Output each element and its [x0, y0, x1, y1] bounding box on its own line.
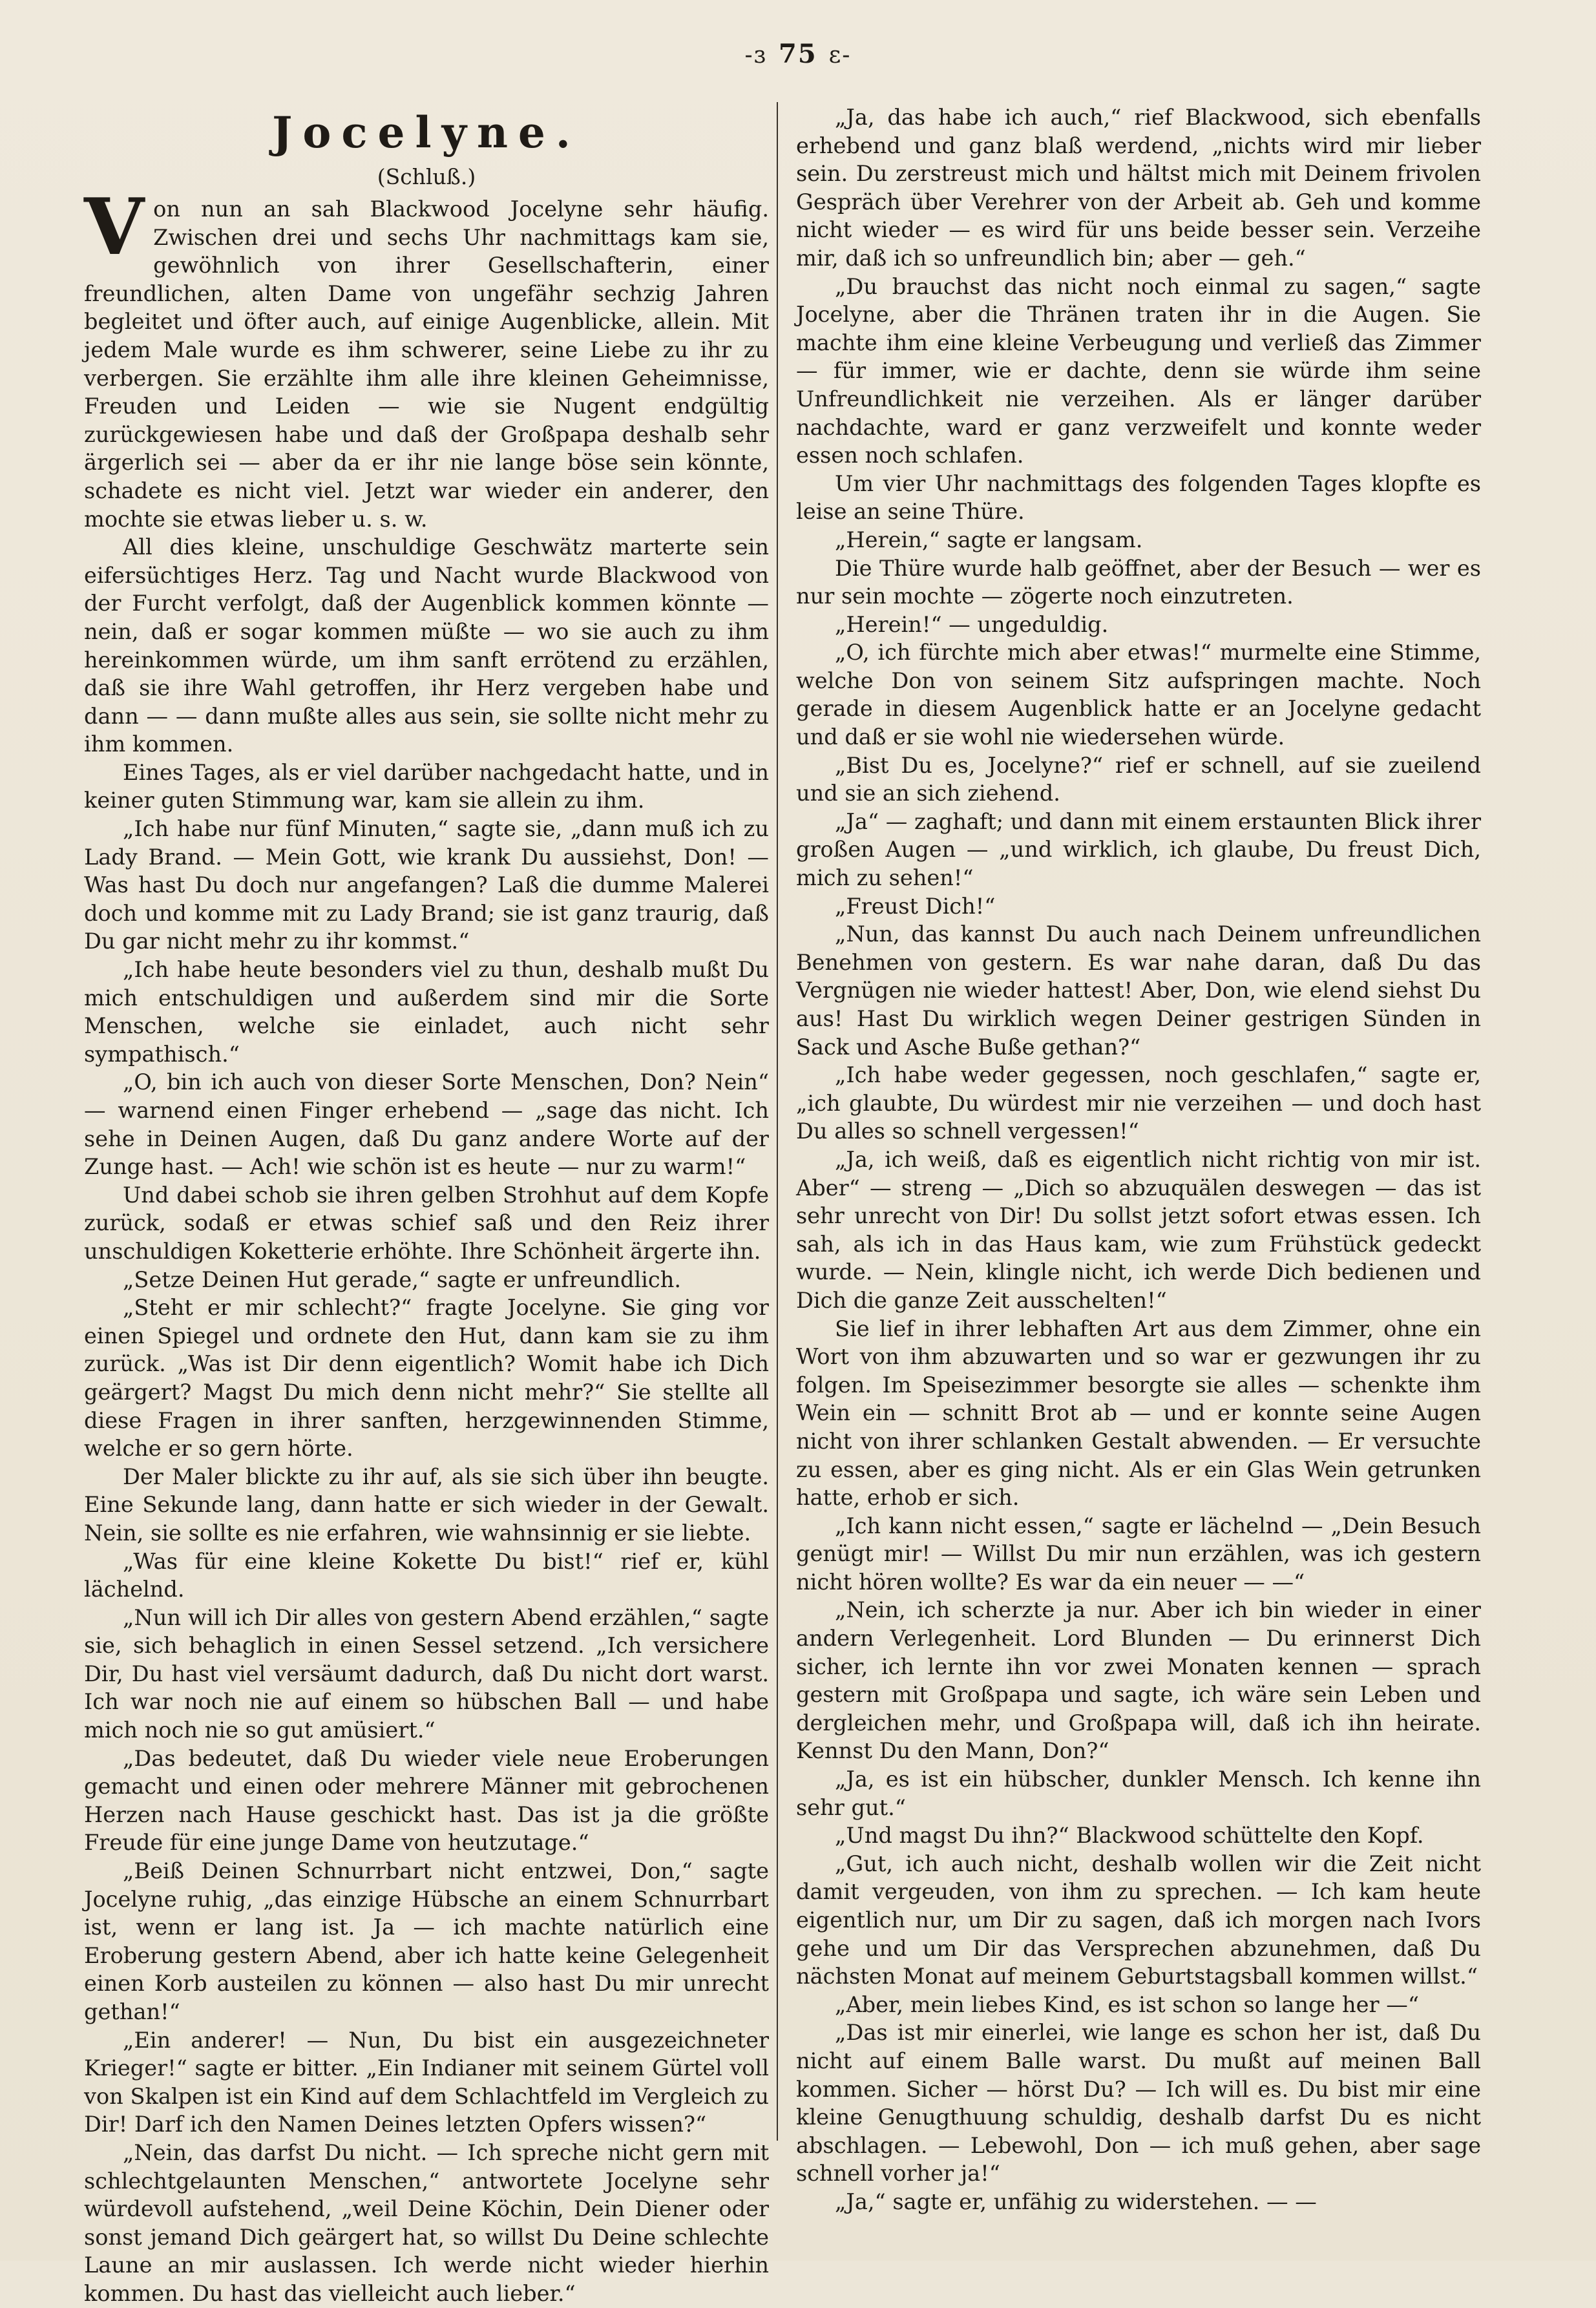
left-column	[84, 103, 769, 2308]
paragraph: „Setze Deinen Hut gerade,“ sagte er unfreundlich.	[123, 1266, 682, 1292]
paragraph: „Beiß Deinen Schnurrbart nicht entzwei, Don,“ sagte Jocelyne ruhig, „das einzige Hübsche an einem Schnurrbart ist, wenn er lang ist. Ja — ich machte natürlich eine Eroberung gestern Abend, aber ich hatte keine Gelegenheit einen Korb austeilen zu können — also hast Du mir unrecht gethan!“	[84, 1858, 769, 2024]
paragraph: „Das bedeutet, daß Du wieder viele neue Eroberungen gemacht und einen oder mehrere Männer mit gebrochenen Herzen nach Hause geschickt hast. Das ist ja die größte Freude für eine junge Dame von heutzutage.“	[84, 1745, 769, 1856]
paragraph: „Gut, ich auch nicht, deshalb wollen wir die Zeit nicht damit vergeuden, von ihm zu sprechen. — Ich kam heute eigentlich nur, um Dir zu sagen, daß ich morgen nach Ivors gehe und um Dir das Versprechen abzunehmen, daß Du nächsten Monat auf meinem Geburtstagsball kommen willst.“	[796, 1851, 1481, 1989]
article-subtitle: (Schluß.)	[377, 164, 476, 189]
paragraph: „Ja,“ sagte er, unfähig zu widerstehen. — —	[835, 2188, 1317, 2214]
paragraph: „Nun, das kannst Du auch nach Deinem unfreundlichen Benehmen von gestern. Es war nahe daran, daß Du das Vergnügen nie wieder hattest! Aber, Don, wie elend siehst Du aus! Hast Du wirklich wegen Deiner gestrigen Sünden in Sack und Asche Buße gethan?“	[796, 921, 1481, 1060]
ornament-left: -ɜ	[744, 42, 767, 68]
paragraph: Sie lief in ihrer lebhaften Art aus dem Zimmer, ohne ein Wort von ihm abzuwarten und so war er gezwungen ihr zu folgen. Im Speisezimmer besorgte sie alles — schenkte ihm Wein ein — schnitt Brot ab — und er konnte seine Augen nicht von ihrer schlanken Gestalt abwenden. — Er versuchte zu essen, aber es ging nicht. Als er ein Glas Wein getrunken hatte, erhob er sich.	[796, 1316, 1481, 1511]
column-divider	[777, 102, 778, 2141]
paragraph: „Und magst Du ihn?“ Blackwood schüttelte den Kopf.	[835, 1823, 1424, 1849]
paragraph: „Herein!“ — ungeduldig.	[835, 611, 1109, 637]
paragraph: Und dabei schob sie ihren gelben Strohhut auf dem Kopfe zurück, sodaß er etwas schief saß und den Reiz ihrer unschuldigen Koketterie erhöhte. Ihre Schönheit ärgerte ihn.	[84, 1182, 769, 1264]
ornament-right: ɛ-	[828, 42, 852, 68]
paragraph: „O, bin ich auch von dieser Sorte Menschen, Don? Nein“ — warnend einen Finger erhebend — „sage das nicht. Ich sehe in Deinen Augen, daß Du ganz andere Worte auf der Zunge hast. — Ach! wie schön ist es heute — nur zu warm!“	[84, 1069, 769, 1180]
page-number-header	[0, 39, 1596, 69]
paragraph: „Aber, mein liebes Kind, es ist schon so lange her —“	[835, 1991, 1419, 2017]
paragraph: „Nein, das darfst Du nicht. — Ich spreche nicht gern mit schlechtgelaunten Menschen,“ antwortete Jocelyne sehr würdevoll aufstehend, „weil Deine Köchin, Dein Diener oder sonst jemand Dich geärgert hat, so willst Du Deine schlechte Laune an mir auslassen. Ich werde nicht wieder hierhin kommen. Du hast das vielleicht auch lieber.“	[84, 2139, 769, 2306]
paragraph: „Ich habe weder gegessen, noch geschlafen,“ sagte er, „ich glaubte, Du würdest mir nie verzeihen — und doch hast Du alles so schnell vergessen!“	[796, 1062, 1481, 1144]
paragraph: Die Thüre wurde halb geöffnet, aber der Besuch — wer es nur sein mochte — zögerte noch einzutreten.	[796, 555, 1481, 609]
paragraph: Eines Tages, als er viel darüber nachgedacht hatte, und in keiner guten Stimmung war, kam sie allein zu ihm.	[84, 759, 769, 813]
paragraph: „Das ist mir einerlei, wie lange es schon her ist, daß Du nicht auf einem Balle warst. Du mußt auf meinen Ball kommen. Sicher — hörst Du? — Ich will es. Du bist mir eine kleine Genugthuung schuldig, deshalb darfst Du es nicht abschlagen. — Lebewohl, Don — ich muß gehen, aber sage schnell vorher ja!“	[796, 2020, 1481, 2187]
paragraph: „Ja, das habe ich auch,“ rief Blackwood, sich ebenfalls erhebend und ganz blaß werdend, „nichts wird mir lieber sein. Du zerstreust mich und hältst mich mit Deinem frivolen Gespräch über Verehrer von der Arbeit ab. Geh und komme nicht wieder — es wird für uns beide besser sein. Verzeihe mir, daß ich so unfreundlich bin; aber — geh.“	[796, 105, 1481, 271]
paragraph: „Herein,“ sagte er langsam.	[835, 527, 1143, 552]
paragraph: Der Maler blickte zu ihr auf, als sie sich über ihn beugte. Eine Sekunde lang, dann hatte er sich wieder in der Gewalt. Nein, sie sollte es nie erfahren, wie wahnsinnig er sie liebte.	[84, 1463, 769, 1546]
paragraph: „Ja“ — zaghaft; und dann mit einem erstaunten Blick ihrer großen Augen — „und wirklich, ich glaube, Du freust Dich, mich zu sehen!“	[796, 808, 1481, 891]
paragraph: „Ich habe heute besonders viel zu thun, deshalb mußt Du mich entschuldigen und außerdem sind mir die Sorte Menschen, welche sie einladet, auch nicht sehr sympathisch.“	[84, 957, 769, 1067]
paragraph: „Ja, es ist ein hübscher, dunkler Mensch. Ich kenne ihn sehr gut.“	[796, 1767, 1481, 1820]
paragraph: „Ein anderer! — Nun, Du bist ein ausgezeichneter Krieger!“ sagte er bitter. „Ein Indianer mit seinem Gürtel voll von Skalpen ist ein Kind auf dem Schlachtfeld im Vergleich zu Dir! Darf ich den Namen Deines letzten Opfers wissen?“	[84, 2027, 769, 2137]
paragraph: „Was für eine kleine Kokette Du bist!“ rief er, kühl lächelnd.	[84, 1548, 769, 1602]
paragraph: „Bist Du es, Jocelyne?“ rief er schnell, auf sie zueilend und sie an sich ziehend.	[796, 752, 1481, 806]
paragraph: „Freust Dich!“	[835, 893, 996, 919]
paragraph: „Nein, ich scherzte ja nur. Aber ich bin wieder in einer andern Verlegenheit. Lord Blunden — Du erinnerst Dich sicher, ich lernte ihn vor zwei Monaten kennen — sprach gestern mit Großpapa und sagte, ich wäre sein Leben und dergleichen mehr, und Großpapa will, daß ich ihn heirate. Kennst Du den Mann, Don?“	[796, 1597, 1481, 1764]
paragraph: Von nun an sah Blackwood Jocelyne sehr häufig. Zwischen drei und sechs Uhr nachmittags kam sie, gewöhnlich von ihrer Gesellschafterin, einer freundlichen, alten Dame von ungefähr sechzig Jahren begleitet und öfter auch, auf einige Augenblicke, allein. Mit jedem Male wurde es ihm schwerer, seine Liebe zu ihr zu verbergen. Sie erzählte ihm alle ihre kleinen Geheimnisse, Freuden und Leiden — wie sie Nugent endgültig zurückgewiesen habe und daß der Großpapa deshalb sehr ärgerlich sei — aber da er ihr nie lange böse sein könnte, schadete es nicht viel. Jetzt war wieder ein anderer, den mochte sie etwas lieber u. s. w.	[84, 182, 769, 532]
right-column	[796, 103, 1481, 2216]
paragraph: „Steht er mir schlecht?“ fragte Jocelyne. Sie ging vor einen Spiegel und ordnete den Hut, dann kam sie zu ihm zurück. „Was ist Dir denn eigentlich? Womit habe ich Dich geärgert? Magst Du mich denn nicht mehr?“ Sie stellte all diese Fragen in ihrer sanften, herzgewinnenden Stimme, welche er so gern hörte.	[84, 1295, 769, 1462]
drop-cap: V	[84, 182, 145, 273]
paragraph: All dies kleine, unschuldige Geschwätz marterte sein eifersüchtiges Herz. Tag und Nacht wurde Blackwood von der Furcht verfolgt, daß der Augenblick kommen könnte — nein, daß er sogar kommen müßte — wo sie auch zu ihm hereinkommen würde, um ihm sanft errötend zu erzählen, daß sie ihre Wahl getroffen, ihr Herz vergeben habe und dann — — dann mußte alles aus sein, sie sollte nicht mehr zu ihm kommen.	[84, 534, 769, 757]
paragraph: „Ich habe nur fünf Minuten,“ sagte sie, „dann muß ich zu Lady Brand. — Mein Gott, wie krank Du aussiehst, Don! — Was hast Du doch nur angefangen? Laß die dumme Malerei doch und komme mit zu Lady Brand; sie ist ganz traurig, daß Du gar nicht mehr zu ihr kommst.“	[84, 816, 769, 954]
paragraph: „Nun will ich Dir alles von gestern Abend erzählen,“ sagte sie, sich behaglich in einen Sessel setzend. „Ich versichere Dir, Du hast viel versäumt dadurch, daß Du nicht dort warst. Ich war noch nie auf einem so hübschen Ball — und habe mich noch nie so gut amüsiert.“	[84, 1604, 769, 1743]
article-title: Jocelyne.	[272, 107, 581, 158]
page-number: 75	[778, 39, 817, 69]
paragraph: Um vier Uhr nachmittags des folgenden Tages klopfte es leise an seine Thüre.	[796, 470, 1481, 525]
paragraph: „Ich kann nicht essen,“ sagte er lächelnd — „Dein Besuch genügt mir! — Willst Du mir nun erzählen, was ich gestern nicht hören wollte? Es war da ein neuer — —“	[796, 1513, 1481, 1595]
paragraph: „O, ich fürchte mich aber etwas!“ murmelte eine Stimme, welche Don von seinem Sitz aufspringen machte. Noch gerade in diesem Augenblick hatte er an Jocelyne gedacht und daß er sie wohl nie wiedersehen würde.	[796, 640, 1481, 750]
paragraph: „Ja, ich weiß, daß es eigentlich nicht richtig von mir ist. Aber“ — streng — „Dich so abzuquälen deswegen — das ist sehr unrecht von Dir! Du sollst jetzt sofort etwas essen. Ich sah, als ich in das Haus kam, wie zum Frühstück gedeckt wurde. — Nein, klingle nicht, ich werde Dich bedienen und Dich die ganze Zeit ausschelten!“	[796, 1146, 1481, 1313]
paragraph: „Du brauchst das nicht noch einmal zu sagen,“ sagte Jocelyne, aber die Thränen traten ihr in die Augen. Sie machte ihm eine kleine Verbeugung und verließ das Zimmer — für immer, wie er dachte, denn sie würde ihm seine Unfreundlichkeit nie verzeihen. Als er länger darüber nachdachte, ward er ganz verzweifelt und konnte weder essen noch schlafen.	[796, 273, 1481, 468]
